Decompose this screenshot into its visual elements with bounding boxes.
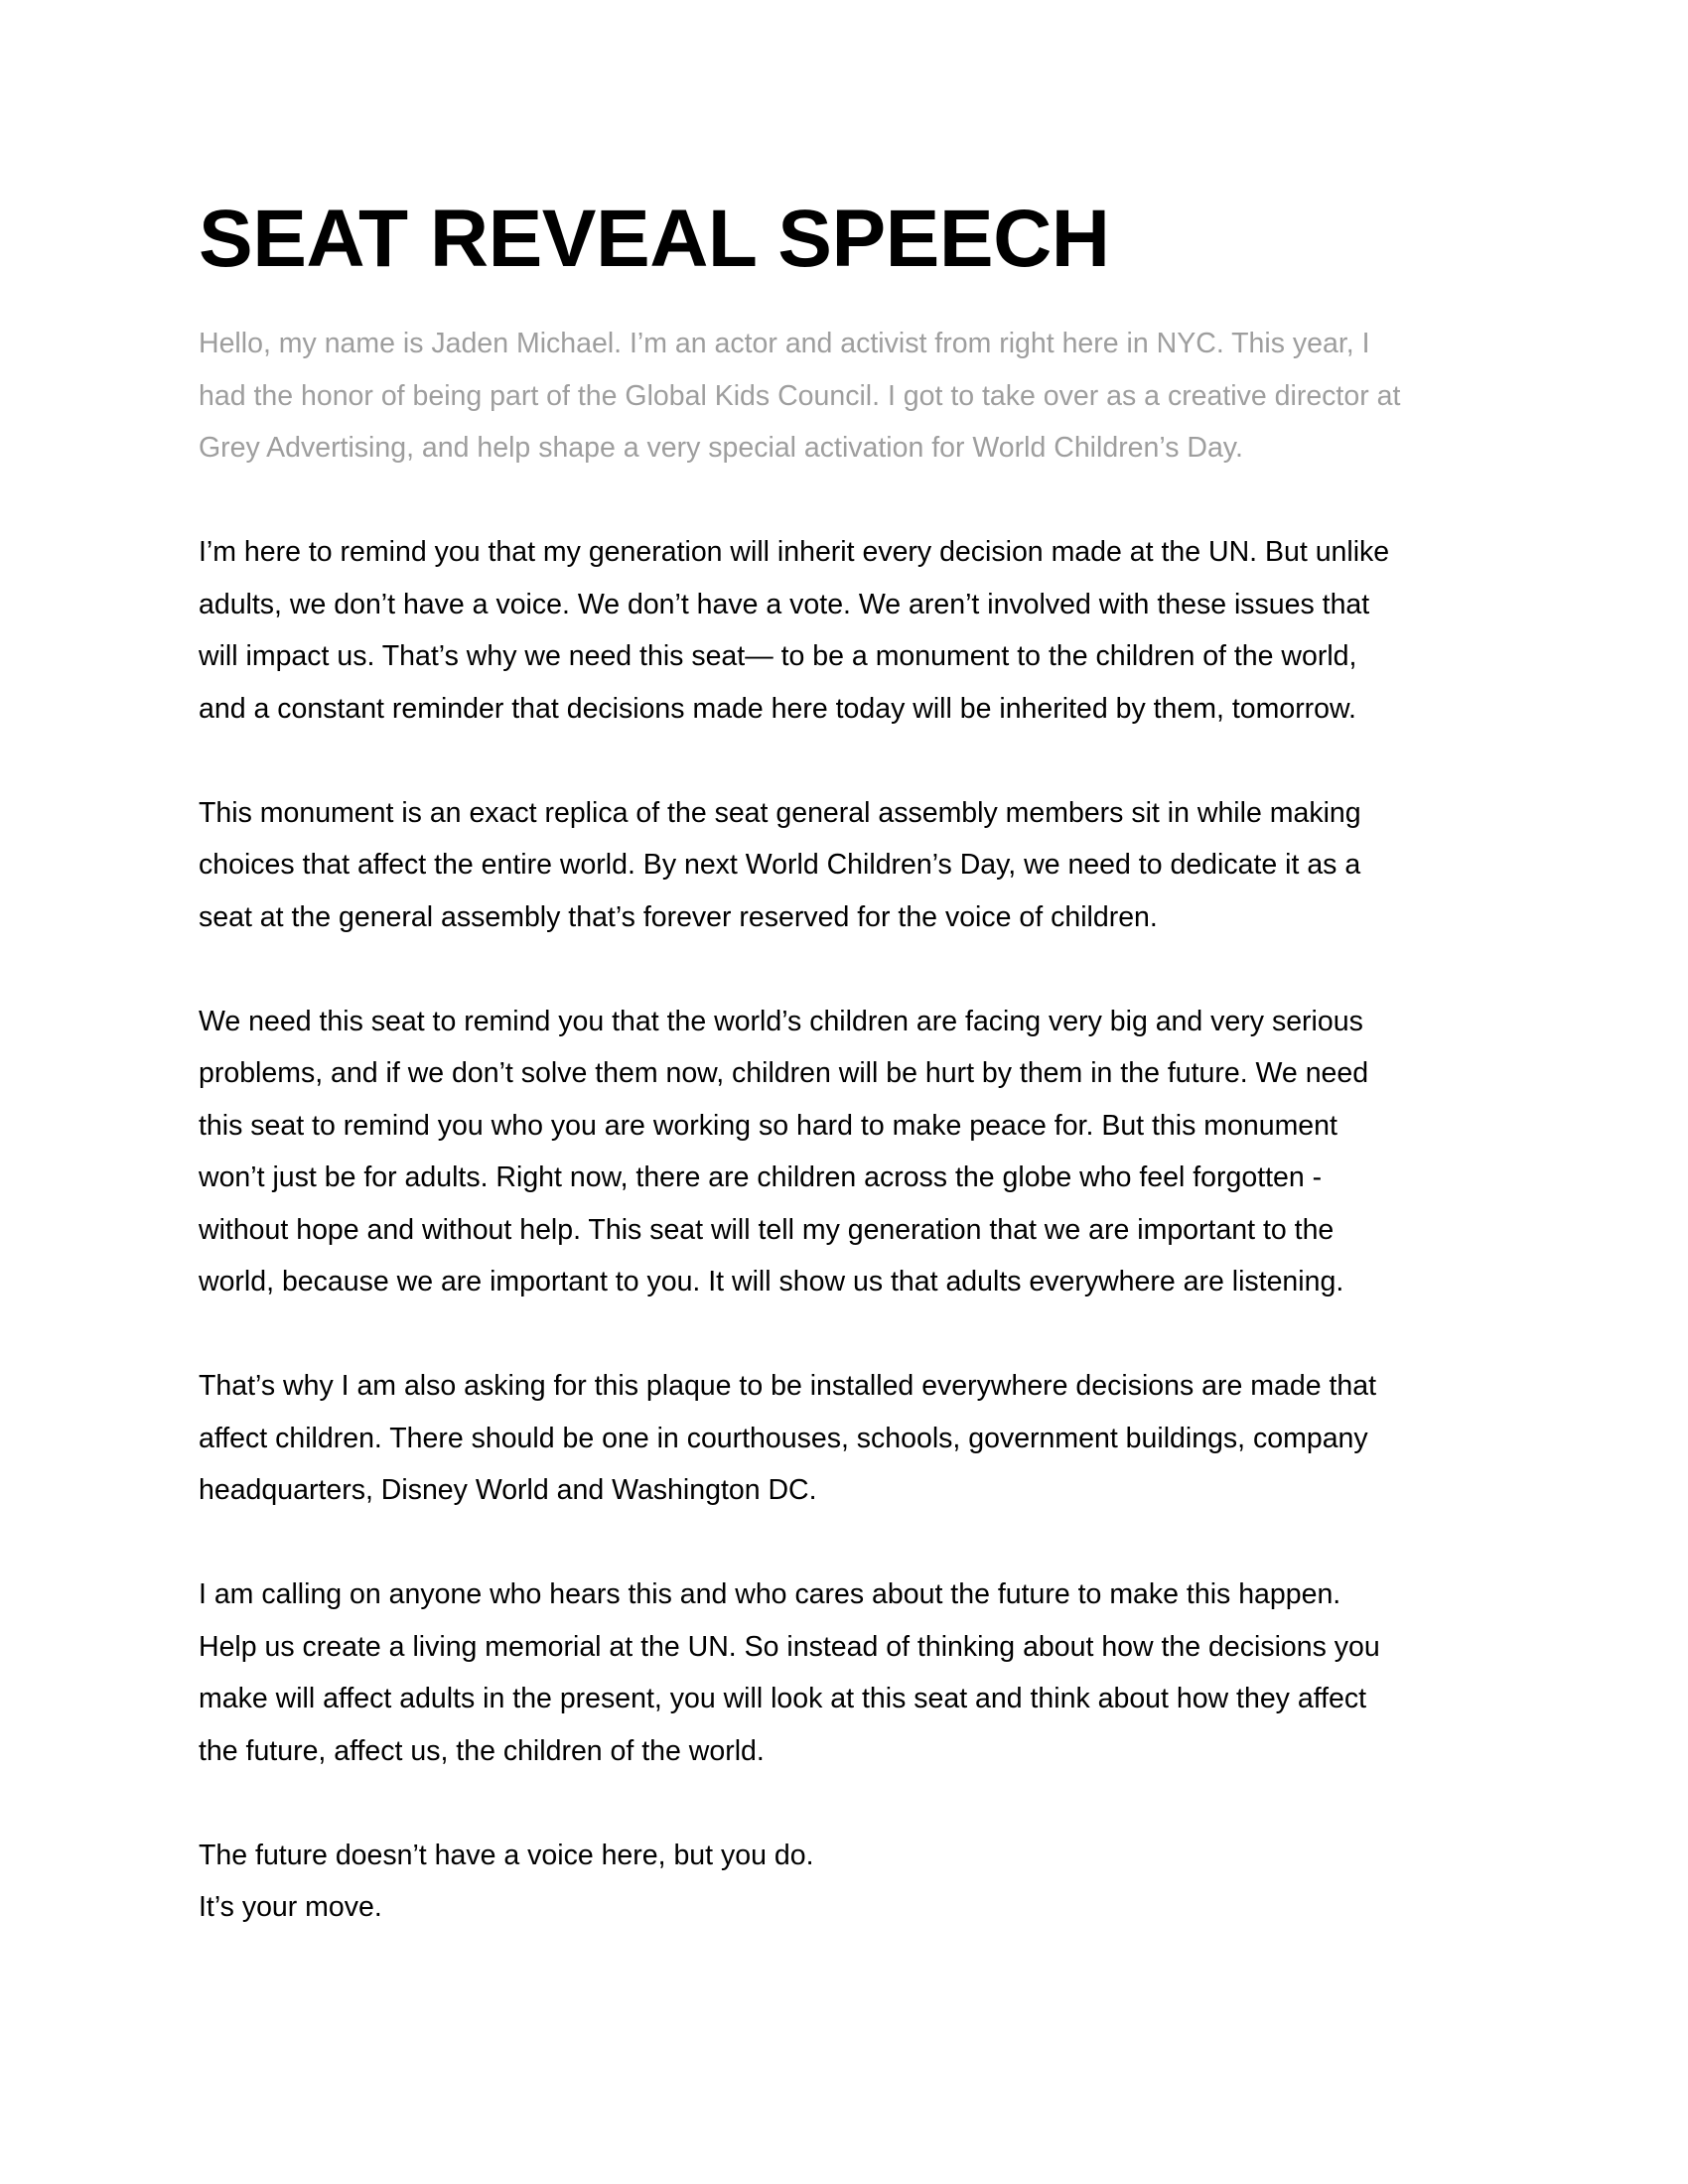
paragraph-line: We need this seat to remind you that the world’s children are facing very big and very serious — [199, 1005, 1363, 1037]
paragraph-line: Help us create a living memorial at the UN. So instead of thinking about how the decisions you — [199, 1630, 1380, 1663]
paragraph-line: won’t just be for adults. Right now, there are children across the globe who feel forgotten - — [199, 1161, 1323, 1193]
paragraph-monument — [199, 787, 1489, 944]
intro-line: Grey Advertising, and help shape a very special activation for World Children’s Day. — [199, 432, 1243, 464]
paragraph-line: make will affect adults in the present, you will look at this seat and think about how they affect — [199, 1683, 1367, 1714]
paragraph-remind — [199, 996, 1489, 1308]
paragraph-line: headquarters, Disney World and Washington DC. — [199, 1474, 817, 1506]
paragraph-line: will impact us. That’s why we need this seat— to be a monument to the children of the world, — [199, 640, 1357, 672]
paragraph-line: I am calling on anyone who hears this and who cares about the future to make this happen. — [199, 1578, 1341, 1610]
paragraph-line: seat at the general assembly that’s forever reserved for the voice of children. — [199, 900, 1158, 933]
paragraph-line: adults, we don’t have a voice. We don’t have a vote. We aren’t involved with these issues that — [199, 588, 1370, 620]
paragraph-line: That’s why I am also asking for this plaque to be installed everywhere decisions are made that — [199, 1370, 1377, 1402]
paragraph-line: choices that affect the entire world. By next World Children’s Day, we need to dedicate it as a — [199, 849, 1361, 881]
paragraph-line: affect children. There should be one in courthouses, schools, government buildings, company — [199, 1422, 1368, 1454]
paragraph-line: It’s your move. — [199, 1891, 382, 1923]
paragraph-closing — [199, 1830, 1489, 1934]
paragraph-line: without hope and without help. This seat will tell my generation that we are important to the — [199, 1213, 1335, 1246]
paragraph-line: the future, affect us, the children of the world. — [199, 1734, 765, 1767]
document-body — [199, 194, 1489, 1934]
paragraph-line: world, because we are important to you. It will show us that adults everywhere are listening. — [199, 1266, 1344, 1297]
paragraph-line: The future doesn’t have a voice here, but you do. — [199, 1839, 814, 1871]
paragraph-call-to-action — [199, 1569, 1489, 1777]
intro-line: had the honor of being part of the Global Kids Council. I got to take over as a creative director at — [199, 379, 1401, 412]
paragraph-line: I’m here to remind you that my generation will inherit every decision made at the UN. But unlike — [199, 536, 1390, 568]
paragraph-plaque — [199, 1360, 1489, 1517]
intro-paragraph — [199, 318, 1489, 475]
paragraph-line: and a constant reminder that decisions made here today will be inherited by them, tomorrow. — [199, 692, 1356, 725]
paragraph-line: This monument is an exact replica of the seat general assembly members sit in while making — [199, 796, 1361, 829]
paragraph-line: this seat to remind you who you are working so hard to make peace for. But this monument — [199, 1109, 1337, 1142]
paragraph-line: problems, and if we don’t solve them now, children will be hurt by them in the future. We need — [199, 1057, 1369, 1089]
intro-line: Hello, my name is Jaden Michael. I’m an actor and activist from right here in NYC. This year, I — [199, 328, 1370, 359]
paragraph-inherit — [199, 526, 1489, 735]
document-title: SEAT REVEAL SPEECH — [199, 194, 1110, 284]
